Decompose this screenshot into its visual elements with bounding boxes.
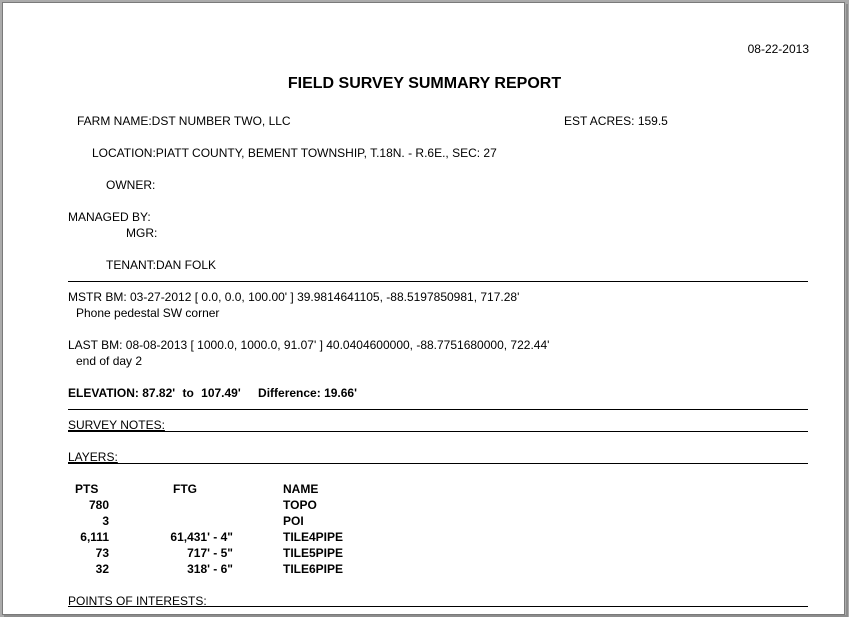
divider-line	[68, 606, 808, 607]
report-page	[2, 2, 845, 615]
col-header-pts: PTS	[75, 482, 99, 496]
elevation-row	[68, 386, 357, 400]
location-label: LOCATION:	[92, 146, 156, 160]
tenant-row	[106, 258, 216, 272]
tenant-value: DAN FOLK	[156, 258, 217, 272]
mstr-bm-line: MSTR BM: 03-27-2012 [ 0.0, 0.0, 100.00' ] 39.9814641105, -88.5197850981, 717.28'	[68, 290, 520, 304]
managed-by-row	[68, 210, 151, 224]
layer-name: POI	[283, 514, 304, 528]
divider-line	[68, 431, 808, 432]
farm-name-label: FARM NAME:	[77, 114, 152, 128]
owner-label: OWNER:	[106, 178, 156, 192]
page-shadow-right	[846, 4, 848, 616]
col-header-ftg: FTG	[173, 482, 197, 496]
location-value: PIATT COUNTY, BEMENT TOWNSHIP, T.18N. - R.6E., SEC: 27	[155, 146, 497, 160]
est-acres-value: 159.5	[637, 114, 668, 128]
elevation-to: to	[182, 386, 194, 400]
layers-heading: LAYERS:	[68, 450, 118, 464]
difference-value: 19.66'	[324, 386, 357, 400]
report-date: 08-22-2013	[747, 42, 809, 56]
est-acres-label: EST ACRES:	[564, 114, 635, 128]
mgr-row	[126, 226, 157, 240]
survey-notes-heading: SURVEY NOTES:	[68, 418, 165, 432]
last-bm-note: end of day 2	[76, 354, 143, 368]
layer-pts: 780	[88, 498, 109, 512]
divider-line	[68, 463, 808, 464]
report-title: FIELD SURVEY SUMMARY REPORT	[287, 75, 562, 92]
layer-ftg: 717' - 5"	[187, 546, 233, 560]
mstr-bm-note: Phone pedestal SW corner	[76, 306, 220, 320]
farm-name-row	[77, 114, 291, 128]
layer-name: TILE6PIPE	[283, 562, 344, 576]
divider-line	[68, 281, 808, 282]
difference-label: Difference:	[258, 386, 321, 400]
layer-ftg: 318' - 6"	[187, 562, 233, 576]
location-row	[92, 146, 497, 160]
mgr-label: MGR:	[126, 226, 158, 240]
layer-name: TILE5PIPE	[283, 546, 344, 560]
elevation-low: 87.82'	[142, 386, 176, 400]
layer-ftg: 61,431' - 4"	[170, 530, 233, 544]
last-bm-line: LAST BM: 08-08-2013 [ 1000.0, 1000.0, 91.07' ] 40.0404600000, -88.7751680000, 722.44'	[68, 338, 550, 352]
tenant-label: TENANT:	[106, 258, 157, 272]
layer-pts: 6,111	[80, 530, 109, 544]
layer-pts: 32	[95, 562, 109, 576]
col-header-name: NAME	[283, 482, 319, 496]
layer-pts: 73	[95, 546, 109, 560]
elevation-label: ELEVATION:	[68, 386, 139, 400]
layer-name: TOPO	[283, 498, 317, 512]
elevation-high: 107.49'	[201, 386, 241, 400]
layer-pts: 3	[102, 514, 109, 528]
points-of-interests-heading: POINTS OF INTERESTS:	[68, 594, 207, 608]
est-acres-row	[564, 114, 668, 128]
managed-by-label: MANAGED BY:	[68, 210, 151, 224]
layer-name: TILE4PIPE	[283, 530, 344, 544]
divider-line	[68, 409, 808, 410]
farm-name-value: DST NUMBER TWO, LLC	[151, 114, 291, 128]
owner-row	[106, 178, 155, 192]
